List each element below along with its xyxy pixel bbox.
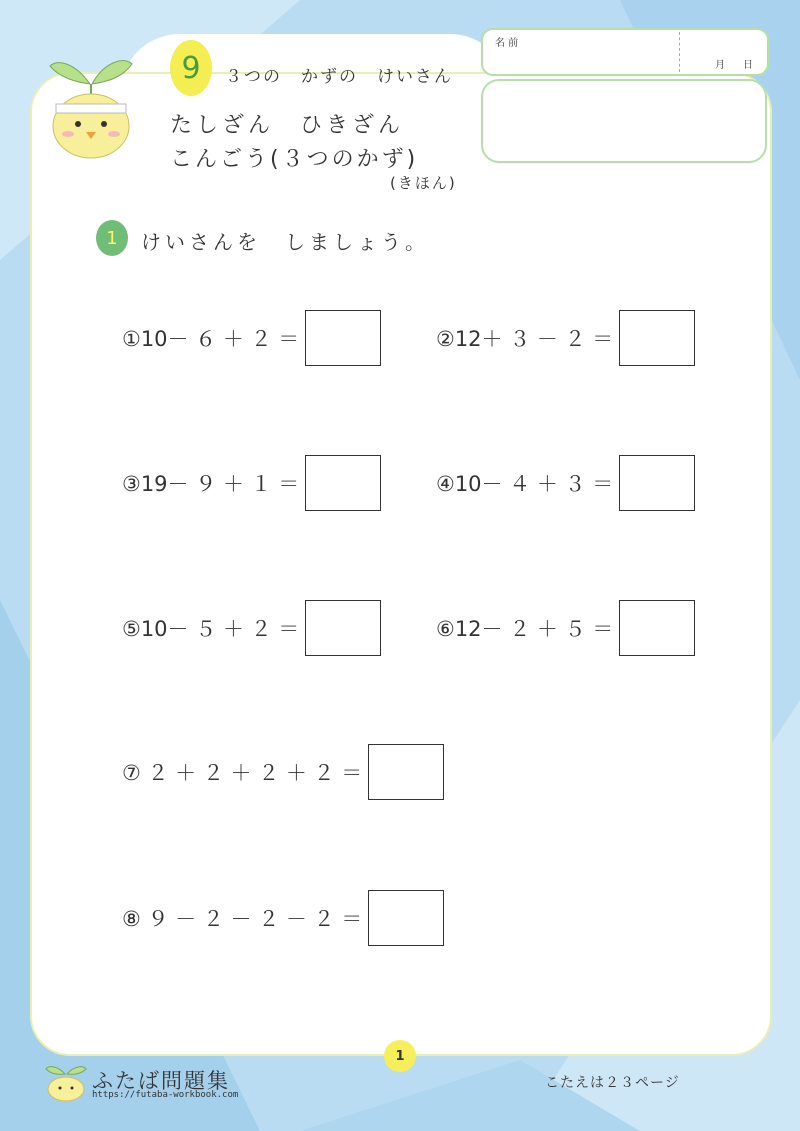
month-label: 月 [715,60,725,71]
answer-box[interactable] [305,310,381,366]
score-box[interactable] [481,79,767,163]
answer-box[interactable] [619,455,695,511]
brand-url[interactable]: https://futaba-workbook.com [92,1090,239,1100]
problem-8 [122,889,444,947]
problem-6 [436,599,695,657]
answer-box[interactable] [305,455,381,511]
problem-expression: ⑤10－ ５ ＋ ２ ＝ [122,617,300,641]
problem-expression: ④10－ ４ ＋ ３ ＝ [436,472,614,496]
problem-expression: ⑧ ９ － ２ － ２ － ２ ＝ [122,907,363,931]
name-date-divider [679,32,680,72]
problem-expression: ⑦ ２ ＋ ２ ＋ ２ ＋ ２ ＝ [122,761,363,785]
worksheet-title-line1: たしざん ひきざん [170,113,405,138]
brand-logo-icon [44,1062,88,1102]
problem-2 [436,309,695,367]
name-label: 名 前 [495,38,519,49]
brand-name: ふたば問題集 [92,1069,230,1093]
answer-box[interactable] [305,600,381,656]
difficulty-level: (きほん) [390,174,457,192]
problem-1 [122,309,381,367]
answer-box[interactable] [619,310,695,366]
problem-expression: ①10－ ６ ＋ ２ ＝ [122,327,300,351]
problem-expression: ③19－ ９ ＋ １ ＝ [122,472,300,496]
problem-expression: ⑥12－ ２ ＋ ５ ＝ [436,617,614,641]
name-field[interactable] [481,28,769,76]
answer-box[interactable] [368,890,444,946]
problem-expression: ②12＋ ３ － ２ ＝ [436,327,614,351]
answer-page-reference: こたえは２３ページ [545,1075,680,1091]
problem-3 [122,454,381,512]
sprout-chick-mascot-icon [46,44,136,164]
day-label: 日 [743,60,753,71]
unit-number-badge: 9 [170,40,212,96]
problem-4 [436,454,695,512]
worksheet-title-line2: こんごう(３つのかず) [170,147,419,172]
question-number-badge: 1 [96,220,128,256]
page-number: 1 [384,1040,416,1072]
unit-title: ３つの かずの けいさん [225,67,453,87]
question-instruction: けいさんを しましょう。 [141,230,429,254]
problem-7 [122,743,444,801]
answer-box[interactable] [619,600,695,656]
problem-5 [122,599,381,657]
answer-box[interactable] [368,744,444,800]
